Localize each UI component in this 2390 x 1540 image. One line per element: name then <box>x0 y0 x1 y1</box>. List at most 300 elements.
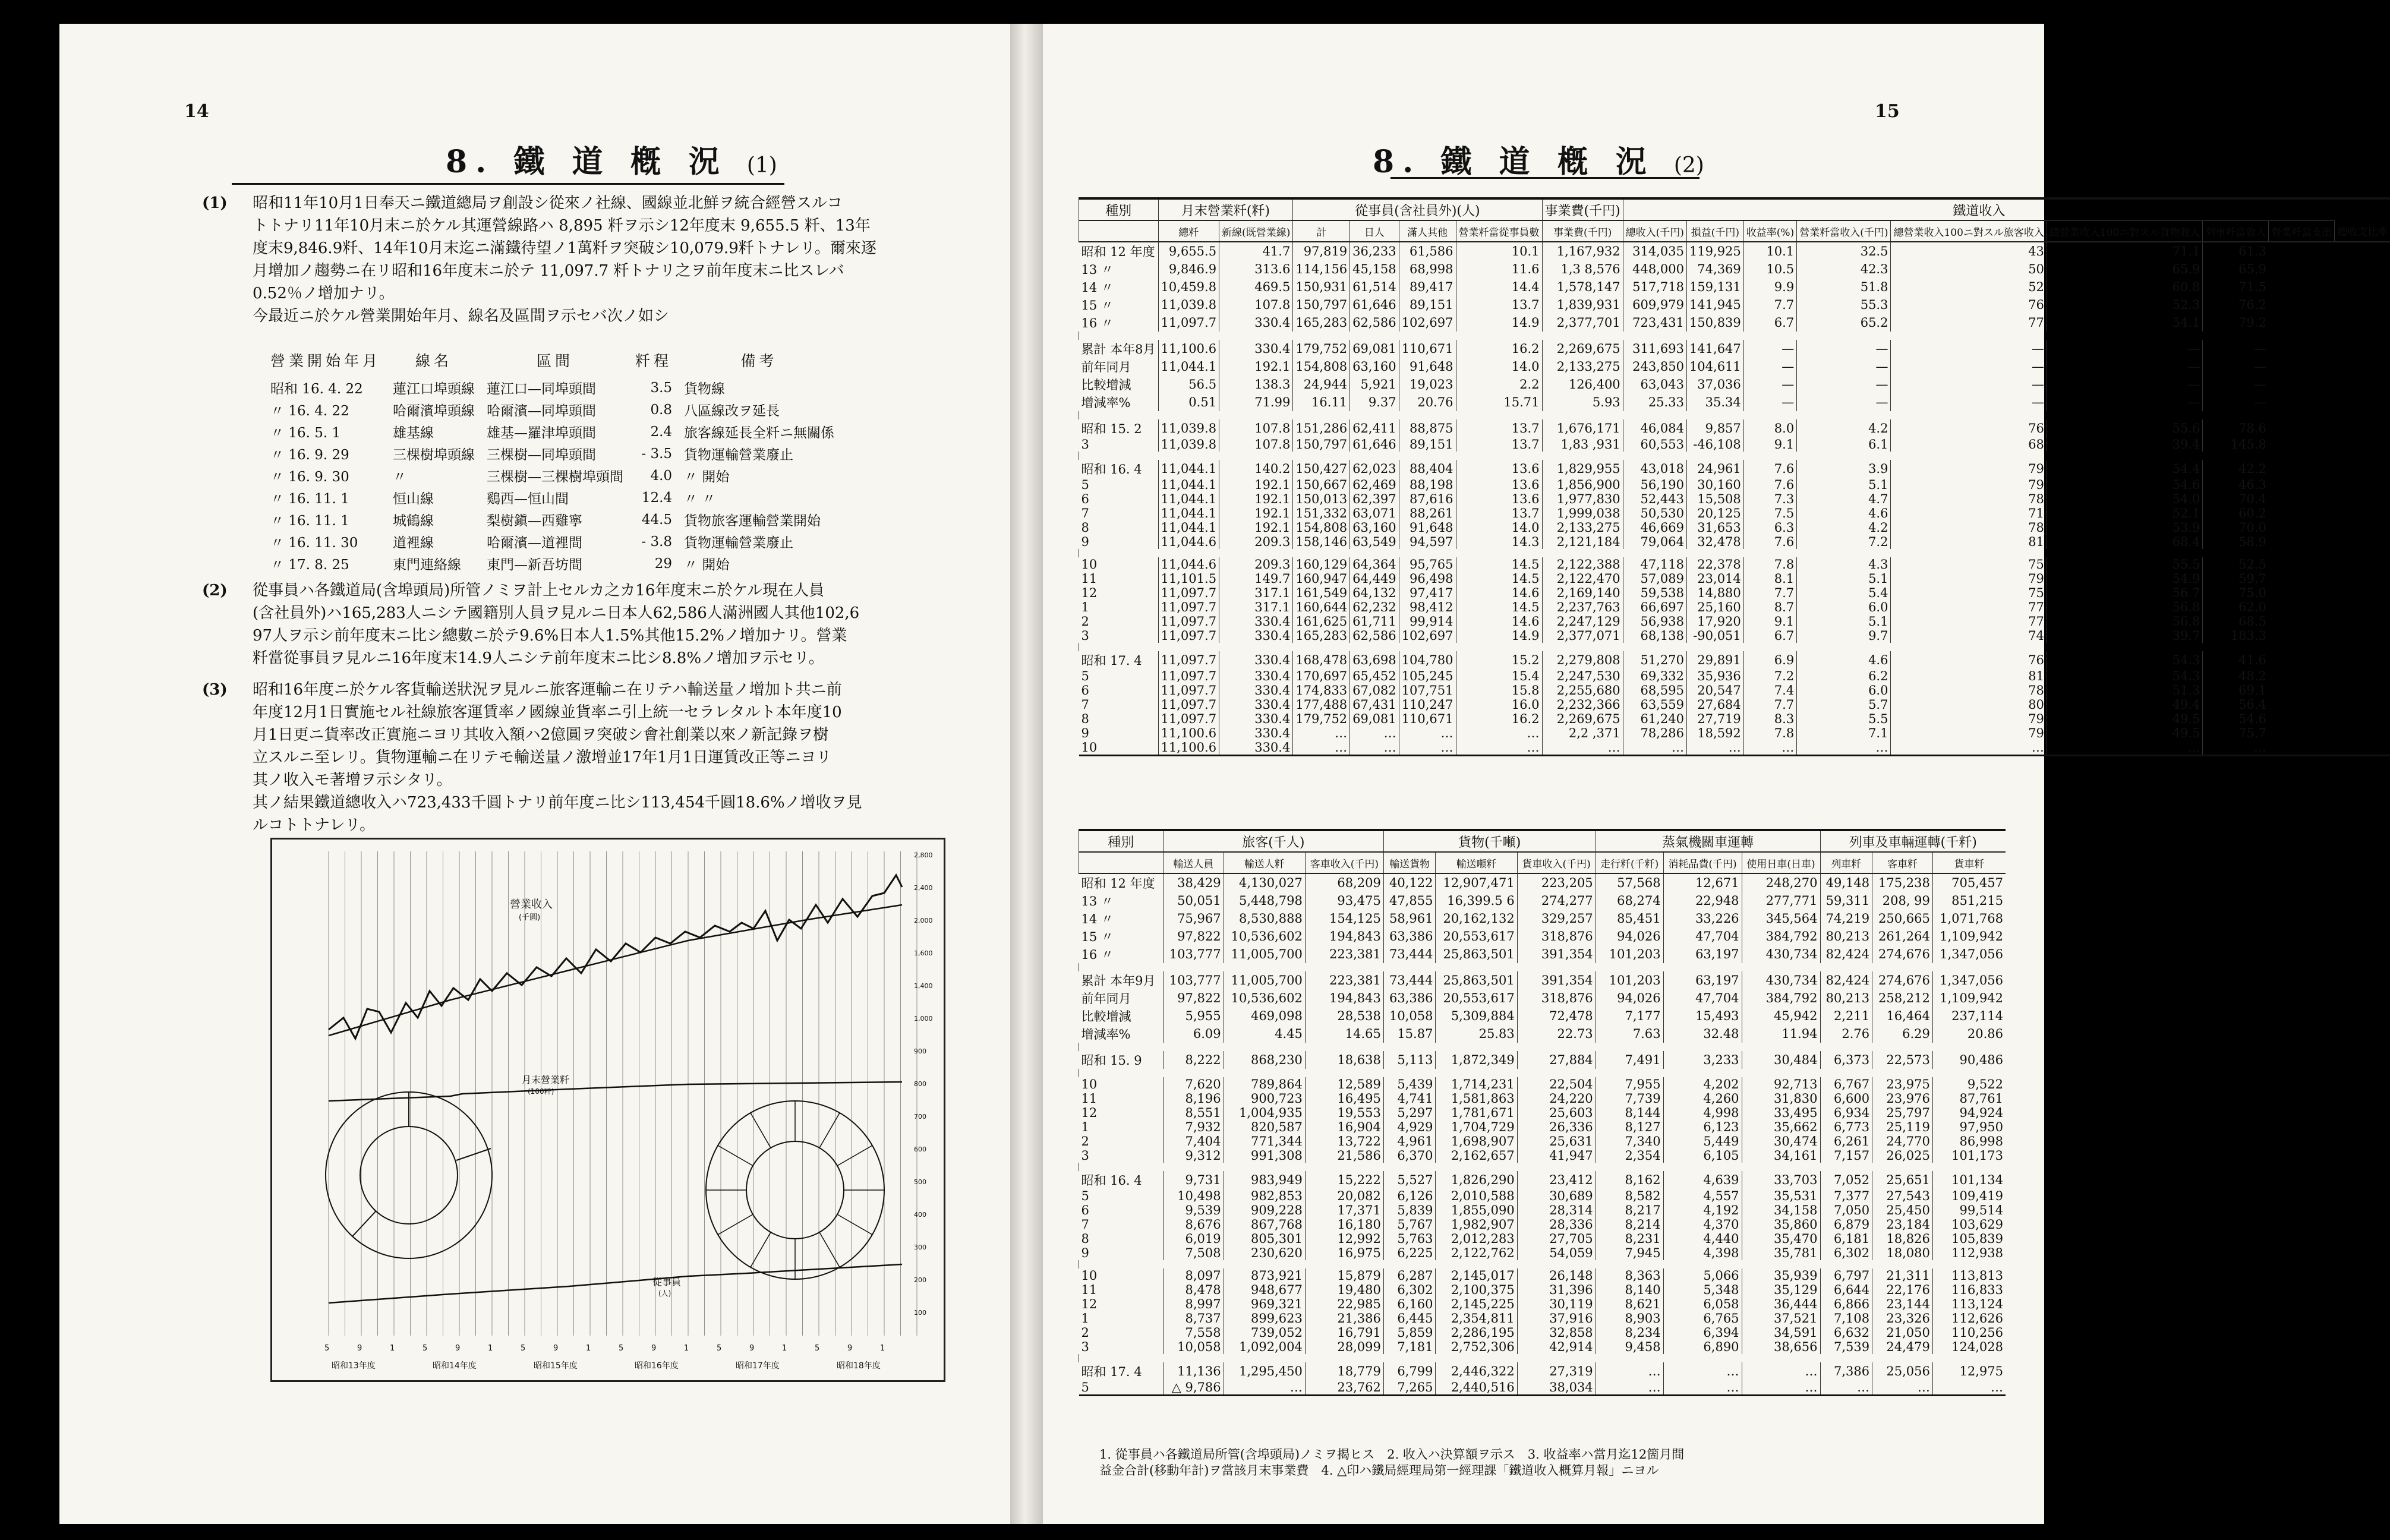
table-cell: 4,440 <box>1663 1232 1742 1246</box>
table-cell: 87,761 <box>1932 1091 2006 1106</box>
table-cell: 11,044.1 <box>1158 358 1219 375</box>
table-cell: … <box>1350 726 1399 740</box>
blank-header <box>1079 852 1164 873</box>
table-cell: 23,976 <box>1872 1091 1933 1106</box>
table-cell: 55.5 <box>2047 557 2202 572</box>
table-cell: 11,044.1 <box>1158 520 1219 535</box>
table-cell: 7.6 <box>1743 478 1796 492</box>
table-cell: 〃 16. 9. 30 <box>270 469 349 485</box>
table-cell: 13,722 <box>1305 1134 1383 1148</box>
page-title: 8. 鐵 道 槪 況 (1) <box>446 144 777 180</box>
table-cell: 140.2 <box>1219 460 1293 478</box>
table-cell: 51,270 <box>1623 651 1686 669</box>
table-cell: 1,295,450 <box>1224 1362 1305 1380</box>
table-cell: 14.0 <box>1456 520 1542 535</box>
table-cell: 805,301 <box>1224 1232 1305 1246</box>
table-cell: 2,2 ,371 <box>1542 726 1623 740</box>
paragraph-number: (2) <box>202 582 228 599</box>
table-cell: 982,853 <box>1224 1189 1305 1203</box>
table-row <box>1079 340 2390 358</box>
table-cell: 29,891 <box>1686 651 1743 669</box>
table-cell: 77 <box>1891 600 2047 614</box>
column-header: 備考 <box>740 352 778 370</box>
table-cell: 比較增減 <box>1081 1009 1131 1024</box>
month-tick: 5 <box>324 1344 330 1353</box>
table-cell: 31,653 <box>1686 520 1743 535</box>
table-cell: 15.2 <box>1456 651 1542 669</box>
table-cell: 71.99 <box>1219 393 1293 411</box>
table-cell: 14.5 <box>1456 600 1542 614</box>
table-cell: 789,864 <box>1224 1077 1305 1091</box>
table-cell: 6.1 <box>1797 437 1891 452</box>
table-cell: 25,450 <box>1872 1203 1933 1217</box>
table-cell: 16.0 <box>1456 698 1542 712</box>
table-cell: 384,792 <box>1742 989 1820 1007</box>
table-cell: 6,019 <box>1163 1232 1224 1246</box>
table-cell: 11,097.7 <box>1158 712 1219 726</box>
table-cell: 2,122,470 <box>1542 572 1623 586</box>
column-header: 走行粁(千粁) <box>1596 852 1663 873</box>
table-cell: 101,173 <box>1932 1148 2006 1163</box>
table-row <box>1079 927 2006 945</box>
table-cell: 35.34 <box>1686 393 1743 411</box>
table-cell: 8.0 <box>1743 419 1796 437</box>
table-cell: 65,452 <box>1350 669 1399 683</box>
table-cell: 150,797 <box>1293 296 1350 314</box>
table-cell: 32,858 <box>1517 1326 1596 1340</box>
table-row <box>1079 1148 2006 1163</box>
table-cell: 25.33 <box>1623 393 1686 411</box>
table-cell: 330.4 <box>1219 651 1293 669</box>
table-cell: 2 <box>1081 1326 1089 1340</box>
column-header: 計 <box>1293 220 1350 242</box>
table-cell: 6.3 <box>1743 520 1796 535</box>
table-cell: 145.8 <box>2203 437 2269 452</box>
table-cell: 24,944 <box>1293 375 1350 393</box>
table-row <box>1079 945 2006 963</box>
table-cell: 820,587 <box>1224 1120 1305 1134</box>
table-cell: 50,051 <box>1163 892 1224 910</box>
paragraph-1 <box>202 192 876 327</box>
table-cell: 14.9 <box>1456 629 1542 643</box>
table-cell: 517,718 <box>1623 278 1686 296</box>
table-cell: 94,924 <box>1932 1106 2006 1120</box>
table-cell: 12,975 <box>1932 1362 2006 1380</box>
year-label: 昭和13年度 <box>332 1361 376 1371</box>
table-cell: 9.37 <box>1350 393 1399 411</box>
table-cell: 11.94 <box>1742 1025 1820 1043</box>
table-cell: 6,767 <box>1820 1077 1872 1091</box>
table-cell: 10,459.8 <box>1158 278 1219 296</box>
table-cell: 49.5 <box>2047 726 2202 740</box>
axis-tick: 900 <box>914 1047 926 1055</box>
table-cell: 14.4 <box>1456 278 1542 296</box>
table-cell: 8,478 <box>1163 1283 1224 1297</box>
table-cell: 12,992 <box>1305 1232 1383 1246</box>
table-cell: 4,557 <box>1663 1189 1742 1203</box>
table-cell: 18,080 <box>1872 1246 1933 1260</box>
pie-chart-right <box>706 1101 884 1279</box>
table-cell: 56.5 <box>1158 375 1219 393</box>
table-cell: 5,113 <box>1383 1051 1436 1069</box>
table-cell: 77 <box>1891 614 2047 629</box>
table-cell: 114,156 <box>1293 260 1350 278</box>
table-cell: 14,880 <box>1686 586 1743 600</box>
table-cell: 68,274 <box>1596 892 1663 910</box>
table-cell: 城鶴線 <box>393 513 434 529</box>
table-row <box>1079 1077 2006 1091</box>
table-cell: 16,180 <box>1305 1217 1383 1232</box>
table-cell: 1,004,935 <box>1224 1106 1305 1120</box>
table-cell: 5,348 <box>1663 1283 1742 1297</box>
table-cell: 46.3 <box>2203 478 2269 492</box>
table-cell: 42.3 <box>1797 260 1891 278</box>
table-cell: 11,100.6 <box>1158 340 1219 358</box>
table-cell: 110,256 <box>1932 1326 2006 1340</box>
column-header: 客車收入(千円) <box>1305 852 1383 873</box>
table-cell: 88,404 <box>1399 460 1456 478</box>
table-cell: 18,592 <box>1686 726 1743 740</box>
table-cell: 174,833 <box>1293 683 1350 698</box>
table-cell: 東門連絡線 <box>393 557 462 573</box>
table-cell: 448,000 <box>1623 260 1686 278</box>
table-cell: 8,231 <box>1596 1232 1663 1246</box>
table-cell: △ 9,786 <box>1163 1380 1224 1396</box>
table-cell: 160,129 <box>1293 557 1350 572</box>
table-cell: 7.2 <box>1797 535 1891 549</box>
table-cell: 2,255,680 <box>1542 683 1623 698</box>
axis-tick: 400 <box>914 1211 926 1219</box>
table-cell: 32.48 <box>1663 1025 1742 1043</box>
table-cell: 1,578,147 <box>1542 278 1623 296</box>
table-cell: … <box>1542 740 1623 756</box>
table-cell: 12,907,471 <box>1436 873 1517 892</box>
table-cell: 7,955 <box>1596 1077 1663 1091</box>
table-cell: 72,478 <box>1517 1007 1596 1025</box>
table-cell: 15,222 <box>1305 1171 1383 1189</box>
paragraph-number: (3) <box>202 681 228 699</box>
table-cell: 8 <box>1081 712 1089 726</box>
table-cell: 391,354 <box>1517 971 1596 989</box>
table-cell: 12,671 <box>1663 873 1742 892</box>
table-cell: 51.3 <box>2047 683 2202 698</box>
table-cell: 69,081 <box>1350 712 1399 726</box>
table-cell: … <box>1663 1380 1742 1396</box>
table-cell: 27,705 <box>1517 1232 1596 1246</box>
table-cell: 〃 〃 <box>684 491 716 507</box>
table-cell: 47,704 <box>1663 989 1742 1007</box>
year-label: 昭和18年度 <box>837 1361 881 1371</box>
table-cell: 24,220 <box>1517 1091 1596 1106</box>
table-cell: 7,404 <box>1163 1134 1224 1148</box>
table-cell: 〃 16. 11. 1 <box>270 491 349 507</box>
paragraph-line: 粁當從事員ヲ見ルニ16年度末14.9人ニシテ前年度末ニ比シ8.8%ノ增加ヲ示セリ。 <box>253 649 824 667</box>
table-cell: 4.7 <box>1797 492 1891 506</box>
table-cell: 330.4 <box>1219 740 1293 756</box>
column-header: 總收支比率 <box>2335 220 2390 242</box>
table-cell: 1 <box>1081 1311 1089 1326</box>
table-cell: 38,656 <box>1742 1340 1820 1354</box>
table-cell: 313.6 <box>1219 260 1293 278</box>
table-cell: 97,417 <box>1399 586 1456 600</box>
table-cell: 10.1 <box>1456 242 1542 260</box>
table-cell: 89,417 <box>1399 278 1456 296</box>
table-cell: 7 <box>1081 1217 1089 1232</box>
table-cell: 25,863,501 <box>1436 945 1517 963</box>
table-cell: 1,999,038 <box>1542 506 1623 520</box>
table-cell: 93,475 <box>1305 892 1383 910</box>
table-cell: 248,270 <box>1742 873 1820 892</box>
table-cell: 4.2 <box>1797 520 1891 535</box>
table-cell: 33,495 <box>1742 1106 1820 1120</box>
left-page <box>59 24 1010 1524</box>
column-header: 總營業收入100ニ對スル旅客收入 <box>1891 220 2047 242</box>
table-cell: 22.73 <box>1517 1025 1596 1043</box>
table-cell: 124,028 <box>1932 1340 2006 1354</box>
table-cell: 2,211 <box>1820 1007 1872 1025</box>
table-row <box>1079 1297 2006 1311</box>
column-header: 貨車粁 <box>1932 852 2006 873</box>
table-cell: 161,549 <box>1293 586 1350 600</box>
table-cell: 24,479 <box>1872 1340 1933 1354</box>
table-cell: 7.2 <box>1743 669 1796 683</box>
table-cell: 11,097.7 <box>1158 651 1219 669</box>
table-cell: 1,982,907 <box>1436 1217 1517 1232</box>
table-cell: 97,822 <box>1163 927 1224 945</box>
table-cell: 56.7 <box>2047 586 2202 600</box>
month-tick: 5 <box>619 1344 624 1353</box>
table-cell: 13.7 <box>1456 437 1542 452</box>
table-cell: 6,126 <box>1383 1189 1436 1203</box>
table-row <box>1079 437 2390 452</box>
table-cell: 103,629 <box>1932 1217 2006 1232</box>
table-cell: 46,669 <box>1623 520 1686 535</box>
table-cell: 68.5 <box>2203 614 2269 629</box>
table-cell: 1,704,729 <box>1436 1120 1517 1134</box>
table-cell: 65.9 <box>2203 260 2269 278</box>
table-cell: 54.1 <box>2047 314 2202 332</box>
table-cell: 54.3 <box>2047 669 2202 683</box>
paragraph-line: 立スルニ至レリ。貨物運輸ニ在リテモ輸送量ノ激增並17年1月1日運賃改正等ニヨリ <box>253 749 832 766</box>
table-cell: 8.7 <box>1743 600 1796 614</box>
table-cell: 7 <box>1081 506 1089 520</box>
table-row <box>1079 1246 2006 1260</box>
table-cell: 5,921 <box>1350 375 1399 393</box>
table-cell: 鷄西—恒山間 <box>487 491 569 507</box>
table-cell: 20,547 <box>1686 683 1743 698</box>
month-tick: 9 <box>553 1344 559 1353</box>
group-header: 月末營業粁(粁) <box>1158 198 1293 220</box>
table-cell: 6,394 <box>1663 1326 1742 1340</box>
table-cell: 28,538 <box>1305 1007 1383 1025</box>
table-cell: 110,247 <box>1399 698 1456 712</box>
table-cell: 貨物線 <box>684 381 726 397</box>
axis-tick: 300 <box>914 1244 926 1251</box>
table-cell: 4.0 <box>650 468 673 484</box>
table-cell: 2,010,588 <box>1436 1189 1517 1203</box>
table-cell: 2,377,071 <box>1542 629 1623 643</box>
table-cell: 63,197 <box>1663 945 1742 963</box>
table-cell: — <box>1797 393 1891 411</box>
table-cell: 317.1 <box>1219 586 1293 600</box>
column-header: 粁程 <box>635 352 673 370</box>
table-cell: 62,411 <box>1350 419 1399 437</box>
table-cell: 37,916 <box>1517 1311 1596 1326</box>
table-cell: 16 〃 <box>1081 948 1114 962</box>
table-cell: 74,369 <box>1686 260 1743 278</box>
table-row <box>1079 520 2390 535</box>
table-cell: 4.3 <box>1797 557 1891 572</box>
table-cell: 80,213 <box>1820 927 1872 945</box>
table-row <box>1079 1380 2006 1396</box>
table-cell: 4,929 <box>1383 1120 1436 1134</box>
table-cell: 11,097.7 <box>1158 669 1219 683</box>
table-cell: 23,975 <box>1872 1077 1933 1091</box>
table-cell: 8,127 <box>1596 1120 1663 1134</box>
table-cell: 10,498 <box>1163 1189 1224 1203</box>
table-row <box>1079 1326 2006 1340</box>
table-cell: 96,498 <box>1399 572 1456 586</box>
table-cell: 61,711 <box>1350 614 1399 629</box>
table-notes <box>1099 1447 1684 1479</box>
table-cell: … <box>1891 740 2047 756</box>
paragraph-line: 其ノ結果鐵道總收入ハ723,433千圓トナリ前年度ニ比シ113,454千圓18.6%ノ增收ヲ見 <box>253 794 862 812</box>
table-cell: 8,676 <box>1163 1217 1224 1232</box>
table-cell: 67,431 <box>1350 698 1399 712</box>
month-tick: 1 <box>488 1344 493 1353</box>
table-row <box>1079 393 2390 411</box>
km-unit: (100粁) <box>528 1087 554 1096</box>
table-cell: 三棵樹—三棵樹埠頭間 <box>487 469 624 485</box>
table-cell: 2,446,322 <box>1436 1362 1517 1380</box>
table-row <box>1079 892 2006 910</box>
table-cell: 94,026 <box>1596 927 1663 945</box>
table-cell: 3,233 <box>1663 1051 1742 1069</box>
table-cell: 5 <box>1081 478 1089 492</box>
table-cell: 30,484 <box>1742 1051 1820 1069</box>
table-cell: 26,336 <box>1517 1120 1596 1134</box>
table-cell: 35,129 <box>1742 1283 1820 1297</box>
table-cell: 道裡線 <box>393 535 434 551</box>
page-title: 8. 鐵 道 槪 況 (2) <box>1373 144 1704 180</box>
table-cell: 2,440,516 <box>1436 1380 1517 1396</box>
table-cell: 4.6 <box>1797 506 1891 520</box>
table-cell: 6.0 <box>1797 683 1891 698</box>
table-cell: 15.87 <box>1383 1025 1436 1043</box>
table-cell: … <box>1596 1362 1663 1380</box>
table-cell: 151,286 <box>1293 419 1350 437</box>
table-cell: -46,108 <box>1686 437 1743 452</box>
table-cell: 2 <box>1081 614 1089 629</box>
table-cell: 2,247,129 <box>1542 614 1623 629</box>
table-cell: 705,457 <box>1932 873 2006 892</box>
table-cell: 42.2 <box>2203 460 2269 478</box>
table-cell: 82,424 <box>1820 945 1872 963</box>
table-cell: 4.2 <box>1797 419 1891 437</box>
table-cell: 330.4 <box>1219 314 1293 332</box>
table-cell: 哈爾濱—道裡間 <box>487 535 583 551</box>
table-cell: 230,620 <box>1224 1246 1305 1260</box>
paragraph-line: トトナリ11年10月末ニ於ケル其運營線路ハ 8,895 粁ヲ示シ12年度末 9,655.5 粁、13年 <box>253 217 871 235</box>
table-cell: 105,245 <box>1399 669 1456 683</box>
table-cell: 7,508 <box>1163 1246 1224 1260</box>
table-cell: 6,879 <box>1820 1217 1872 1232</box>
table-row <box>1079 1025 2006 1043</box>
table-cell: 160,947 <box>1293 572 1350 586</box>
table-row <box>1079 278 2390 296</box>
table-cell: 1,855,090 <box>1436 1203 1517 1217</box>
table-cell: 恒山線 <box>393 491 434 507</box>
table-cell: 增減率% <box>1081 1027 1131 1042</box>
table-cell: 9,522 <box>1932 1077 2006 1091</box>
table-cell: 11,100.6 <box>1158 726 1219 740</box>
table-cell: 159,131 <box>1686 278 1743 296</box>
table-cell: 79 <box>1891 712 2047 726</box>
table-cell: 2,247,530 <box>1542 669 1623 683</box>
table-cell: 10.5 <box>1743 260 1796 278</box>
table-cell: 6,373 <box>1820 1051 1872 1069</box>
header-row <box>1079 830 2006 852</box>
table-cell: 192.1 <box>1219 492 1293 506</box>
table-cell: 112,626 <box>1932 1311 2006 1326</box>
table-cell: 7.3 <box>1743 492 1796 506</box>
table-cell: 90,486 <box>1932 1051 2006 1069</box>
column-header: 列車粁當收入 <box>2203 220 2269 242</box>
table-cell: 11,044.1 <box>1158 478 1219 492</box>
table-cell: 10 <box>1081 557 1098 572</box>
table-cell: 21,586 <box>1305 1148 1383 1163</box>
table-cell: … <box>2047 740 2202 756</box>
table-cell: 76.2 <box>2203 296 2269 314</box>
table-cell: 69,332 <box>1623 669 1686 683</box>
table-row <box>1079 698 2390 712</box>
table-cell: … <box>1742 1362 1820 1380</box>
table-cell: 22,504 <box>1517 1077 1596 1091</box>
table-cell: 5,763 <box>1383 1232 1436 1246</box>
column-header: 輸送人員 <box>1163 852 1224 873</box>
table-cell: 5,859 <box>1383 1326 1436 1340</box>
table-cell: 54,059 <box>1517 1246 1596 1260</box>
table-cell: - 3.5 <box>641 446 673 462</box>
table-cell: 68,209 <box>1305 873 1383 892</box>
table-cell: 9,857 <box>1686 419 1743 437</box>
table-cell: 8,217 <box>1596 1203 1663 1217</box>
table-cell: 6,160 <box>1383 1297 1436 1311</box>
table-cell: 71.1 <box>2047 242 2202 260</box>
table-cell: 1,83 ,931 <box>1542 437 1623 452</box>
table-cell: 70.0 <box>2203 520 2269 535</box>
table-cell: 16.2 <box>1456 712 1542 726</box>
table-cell: 7,157 <box>1820 1148 1872 1163</box>
table-cell: 20,125 <box>1686 506 1743 520</box>
table-cell: 11,039.8 <box>1158 296 1219 314</box>
column-header: 線名 <box>415 352 453 370</box>
table-cell: 50,530 <box>1623 506 1686 520</box>
column-header: 貨車收入(千円) <box>1517 852 1596 873</box>
table-cell: — <box>2203 358 2269 375</box>
table-cell: 15.4 <box>1456 669 1542 683</box>
table-cell: 52 <box>1891 278 2047 296</box>
table-cell: 8,162 <box>1596 1171 1663 1189</box>
table-cell: 6,287 <box>1383 1268 1436 1283</box>
staff-label: 從事員 <box>652 1276 682 1287</box>
table-cell: 38,429 <box>1163 873 1224 892</box>
table-row <box>1079 1106 2006 1120</box>
table-cell: 9 <box>1081 535 1089 549</box>
table-cell: 469,098 <box>1224 1007 1305 1025</box>
table-cell: 6.9 <box>1743 651 1796 669</box>
table-cell: 35,781 <box>1742 1246 1820 1260</box>
